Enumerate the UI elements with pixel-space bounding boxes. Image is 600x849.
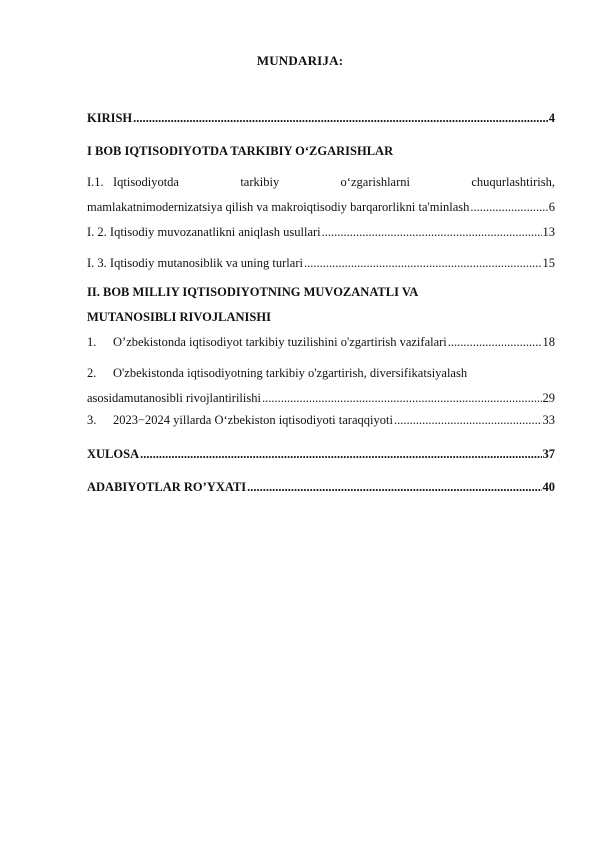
toc-entry-1-2[interactable] — [87, 225, 555, 240]
toc-entry-number: I.1. — [87, 175, 104, 189]
toc-entry-xulosa[interactable] — [87, 447, 555, 462]
toc-entry-number: 3. — [87, 413, 97, 427]
toc-leader-dots — [448, 335, 542, 350]
toc-entry-label — [87, 413, 393, 428]
toc-entry-2-2-line2[interactable] — [87, 391, 555, 406]
toc-entry-label: asosidamutanosibli rivojlantirilishi — [87, 391, 261, 405]
toc-entry-adabiyotlar[interactable] — [87, 480, 555, 495]
toc-leader-dots — [470, 200, 547, 215]
toc-entry-label: I. 3. Iqtisodiy mutanosiblik va uning turlari — [87, 256, 303, 270]
toc-entry-2-2-line1[interactable] — [87, 366, 555, 381]
toc-entry-kirish[interactable] — [87, 111, 555, 126]
toc-entry-label: XULOSA — [87, 447, 140, 461]
toc-leader-dots — [133, 111, 548, 126]
toc-leader-dots — [140, 447, 541, 462]
toc-leader-dots — [247, 480, 541, 495]
toc-leader-dots — [394, 413, 542, 428]
toc-chapter-2-heading-line1[interactable]: II. BOB MILLIY IQTISODIYOTNING MUVOZANATLI VA — [87, 285, 419, 299]
toc-entry-label: KIRISH — [87, 111, 133, 125]
toc-entry-text: 2023−2024 yillarda O‘zbekiston iqtisodiyoti taraqqiyoti — [113, 413, 393, 427]
toc-entry-label: Iqtisodiyotda tarkibiy o‘zgarishlarni chuqurlashtirish, — [113, 175, 555, 189]
toc-page-number: 29 — [542, 391, 555, 405]
toc-page-number: 18 — [542, 335, 555, 349]
toc-leader-dots — [304, 256, 542, 271]
toc-entry-text: O’zbekistonda iqtisodiyot tarkibiy tuzilishini o'zgartirish vazifalari — [113, 335, 447, 349]
toc-entry-2-3[interactable] — [87, 413, 555, 428]
toc-page-number: 40 — [542, 480, 555, 494]
toc-page-number: 13 — [542, 225, 555, 239]
toc-page-number: 15 — [542, 256, 555, 270]
toc-chapter-2-heading-line2[interactable]: MUTANOSIBLI RIVOJLANISHI — [87, 310, 271, 324]
toc-entry-number: 2. — [87, 366, 97, 380]
toc-page-number: 33 — [542, 413, 555, 427]
toc-entry-number: 1. — [87, 335, 97, 349]
toc-leader-dots — [322, 225, 542, 240]
toc-leader-dots — [262, 391, 542, 406]
toc-entry-label: I. 2. Iqtisodiy muvozanatlikni aniqlash usullari — [87, 225, 321, 239]
toc-entry-1-3[interactable] — [87, 256, 555, 271]
toc-entry-label: ADABIYOTLAR RO’YXATI — [87, 480, 247, 494]
toc-entry-1-1-line1[interactable] — [87, 175, 555, 190]
toc-entry-label: mamlakatnimodernizatsiya qilish va makroiqtisodiy barqarorlikni ta'minlash — [87, 200, 470, 214]
toc-title: MUNDARIJA: — [256, 53, 344, 68]
toc-page-number: 37 — [542, 447, 555, 461]
toc-page-number: 4 — [548, 111, 555, 125]
toc-entry-1-1-line2[interactable] — [87, 200, 555, 215]
toc-page-number: 6 — [548, 200, 555, 214]
toc-entry-label — [87, 335, 447, 350]
toc-entry-2-1[interactable] — [87, 335, 555, 350]
toc-entry-text: O'zbekistonda iqtisodiyotning tarkibiy o'zgartirish, diversifikatsiyalash — [113, 366, 468, 380]
toc-chapter-1-heading[interactable]: I BOB IQTISODIYOTDA TARKIBIY O‘ZGARISHLAR — [87, 144, 394, 158]
